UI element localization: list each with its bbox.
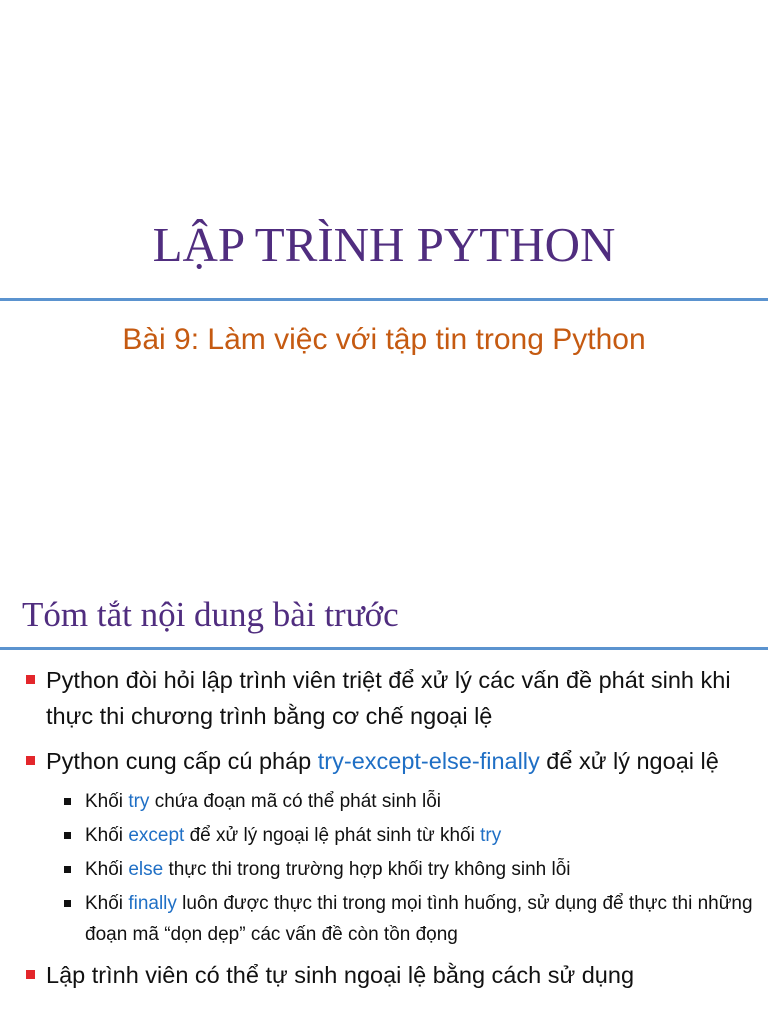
sub-bullet-keyword: try — [128, 791, 150, 812]
sub-bullet-post: luôn được thực thi trong mọi tình huống, sử dụng để thực thi những đoạn mã “dọn dẹp” các vấn đề còn tồn đọng — [85, 893, 753, 945]
bullet-item — [0, 743, 768, 779]
sub-bullet-pre: Khối — [85, 825, 129, 846]
bullet-item — [0, 957, 768, 993]
sub-bullet-keyword: else — [128, 859, 164, 880]
black-square-bullet-icon — [64, 798, 71, 805]
sub-bullet-item — [0, 854, 768, 885]
slide-title: LẬP TRÌNH PYTHON — [152, 217, 616, 272]
bullet-text: Python đòi hỏi lập trình viên triệt để xử lý các vấn đề phát sinh khi thực thi chương trình bằng cơ chế ngoại lệ — [46, 667, 731, 729]
sub-bullet-keyword: finally — [128, 893, 177, 914]
red-square-bullet-icon — [26, 970, 35, 979]
black-square-bullet-icon — [64, 866, 71, 873]
bullet-text-pre: Python cung cấp cú pháp — [46, 748, 318, 774]
sub-bullet-item — [0, 786, 768, 817]
sub-bullet-post: chứa đoạn mã có thể phát sinh lỗi — [149, 791, 441, 812]
black-square-bullet-icon — [64, 900, 71, 907]
red-square-bullet-icon — [26, 675, 35, 684]
black-square-bullet-icon — [64, 832, 71, 839]
slide-subtitle: Bài 9: Làm việc với tập tin trong Python — [122, 323, 646, 356]
bullet-list — [0, 662, 768, 1002]
bullet-text-post: để xử lý ngoại lệ — [539, 748, 719, 774]
sub-bullet-pre: Khối — [85, 859, 129, 880]
red-square-bullet-icon — [26, 756, 35, 765]
bullet-item — [0, 662, 768, 734]
title-divider — [0, 298, 768, 301]
sub-bullet-pre: Khối — [85, 791, 129, 812]
summary-slide — [0, 576, 768, 1024]
bullet-text: Lập trình viên có thể tự sinh ngoại lệ bằng cách sử dụng — [46, 962, 635, 988]
sub-bullet-keyword: try — [480, 825, 502, 846]
sub-bullet-list — [0, 786, 768, 950]
slide-title: Tóm tắt nội dung bài trước — [22, 595, 399, 634]
sub-bullet-keyword: except — [128, 825, 185, 846]
sub-bullet-item — [0, 888, 768, 950]
sub-bullet-mid: để xử lý ngoại lệ phát sinh từ khối — [184, 825, 481, 846]
bullet-keyword: try-except-else-finally — [317, 748, 540, 774]
title-divider — [0, 647, 768, 650]
sub-bullet-pre: Khối — [85, 893, 129, 914]
sub-bullet-item — [0, 820, 768, 851]
sub-bullet-post: thực thi trong trường hợp khối try không sinh lỗi — [163, 859, 571, 880]
